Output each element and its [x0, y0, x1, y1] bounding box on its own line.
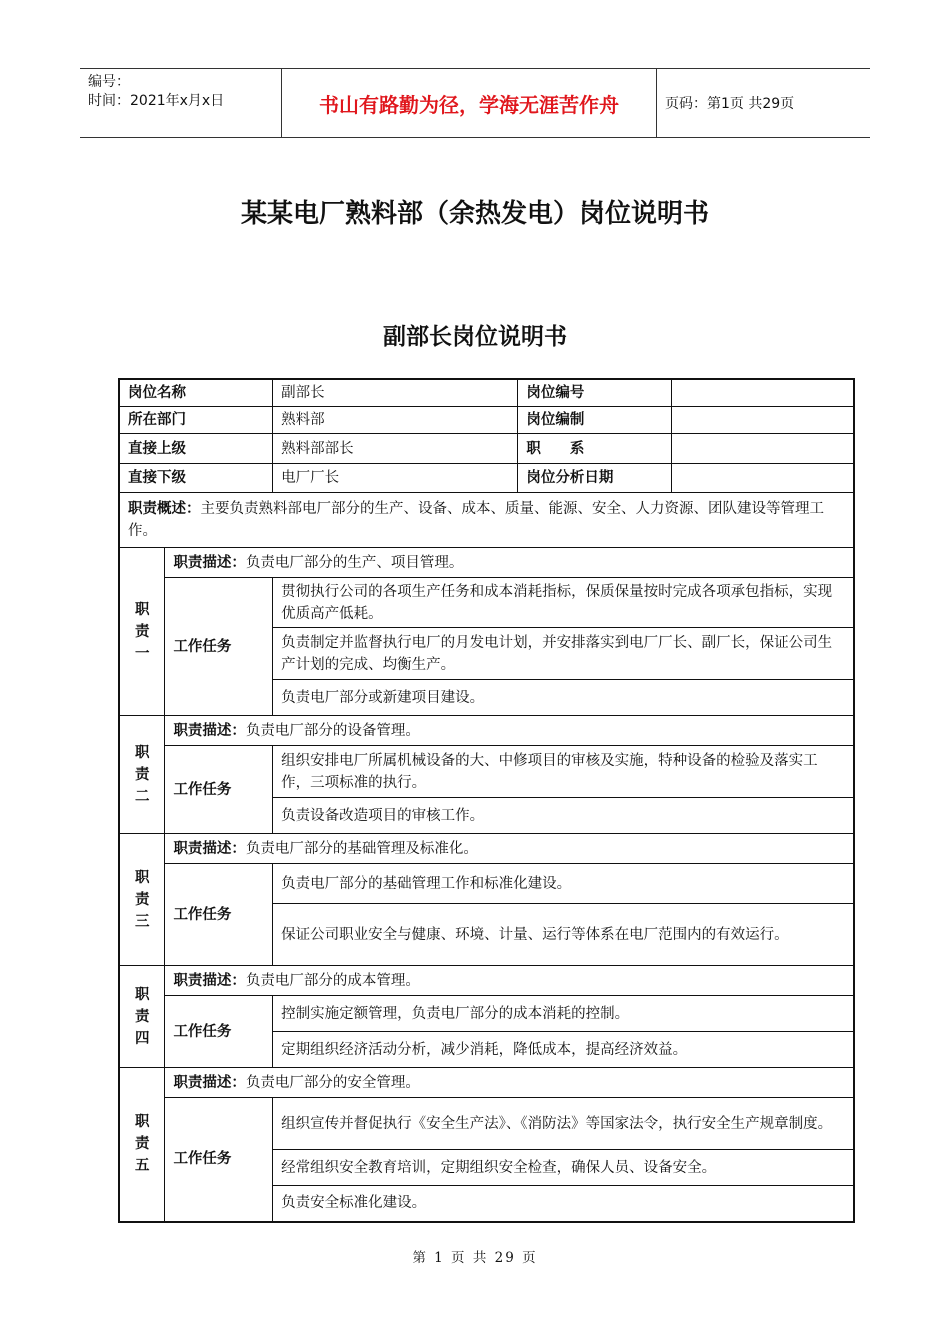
task-row	[119, 746, 854, 798]
task-label: 工作任务	[165, 578, 273, 716]
superior-label: 直接上级	[119, 434, 273, 464]
dept-value: 熟料部	[273, 407, 518, 434]
duty-desc: 职责描述：负责电厂部分的设备管理。	[165, 716, 854, 746]
task-item: 经常组织安全教育培训，定期组织安全检查，确保人员、设备安全。	[273, 1150, 854, 1186]
task-label: 工作任务	[165, 996, 273, 1068]
info-row	[119, 407, 854, 434]
task-item: 负责电厂部分或新建项目建设。	[273, 680, 854, 716]
duty-desc-row	[119, 966, 854, 996]
info-row	[119, 434, 854, 464]
duty-desc-row	[119, 716, 854, 746]
task-item: 贯彻执行公司的各项生产任务和成本消耗指标，保质保量按时完成各项承包指标，实现优质高产低耗。	[273, 578, 854, 628]
subordinate-label: 直接下级	[119, 464, 273, 493]
duty-desc-row	[119, 548, 854, 578]
duty-desc: 职责描述：负责电厂部分的安全管理。	[165, 1068, 854, 1098]
subordinate-value: 电厂厂长	[273, 464, 518, 493]
post-no-label: 岗位编号	[518, 379, 672, 407]
task-item: 负责电厂部分的基础管理工作和标准化建设。	[273, 864, 854, 904]
info-row	[119, 379, 854, 407]
staffing-label: 岗位编制	[518, 407, 672, 434]
superior-value: 熟料部部长	[273, 434, 518, 464]
task-item: 组织安排电厂所属机械设备的大、中修项目的审核及实施，特种设备的检验及落实工作，三项标准的执行。	[273, 746, 854, 798]
analysis-date-label: 岗位分析日期	[518, 464, 672, 493]
task-item: 定期组织经济活动分析，减少消耗，降低成本，提高经济效益。	[273, 1032, 854, 1068]
dept-label: 所在部门	[119, 407, 273, 434]
job-description-table	[118, 378, 855, 1223]
task-item: 负责安全标准化建设。	[273, 1186, 854, 1222]
rank-label: 职 系	[518, 434, 672, 464]
task-item: 保证公司职业安全与健康、环境、计量、运行等体系在电厂范围内的有效运行。	[273, 904, 854, 966]
page-footer: 第 1 页 共 29 页	[412, 1250, 538, 1266]
task-item: 负责设备改造项目的审核工作。	[273, 798, 854, 834]
post-no-value	[672, 379, 854, 407]
duty-heading: 职 责 三	[119, 834, 165, 966]
page-header	[80, 68, 870, 138]
task-label: 工作任务	[165, 864, 273, 966]
summary-text: 主要负责熟料部电厂部分的生产、设备、成本、质量、能源、安全、人力资源、团队建设等管理工作。	[128, 501, 824, 539]
task-label: 工作任务	[165, 746, 273, 834]
task-label: 工作任务	[165, 1098, 273, 1222]
duty-desc: 职责描述：负责电厂部分的生产、项目管理。	[165, 548, 854, 578]
duty-desc-row	[119, 834, 854, 864]
task-item: 负责制定并监督执行电厂的月发电计划，并安排落实到电厂厂长、副厂长，保证公司生产计划的完成、均衡生产。	[273, 628, 854, 680]
duty-heading: 职 责 一	[119, 548, 165, 716]
document-subtitle: 副部长岗位说明书	[383, 324, 567, 350]
task-item: 组织宣传并督促执行《安全生产法》、《消防法》等国家法令，执行安全生产规章制度。	[273, 1098, 854, 1150]
document-title: 某某电厂熟料部（余热发电）岗位说明书	[240, 199, 709, 229]
post-name-label: 岗位名称	[119, 379, 273, 407]
header-motto: 书山有路勤为径，学海无涯苦作舟	[281, 69, 657, 137]
staffing-value	[672, 407, 854, 434]
summary-label: 职责概述：	[128, 501, 201, 517]
rank-value	[672, 434, 854, 464]
info-row	[119, 464, 854, 493]
header-meta	[88, 73, 283, 111]
task-row	[119, 1098, 854, 1150]
code-label: 编号：	[88, 74, 130, 90]
summary-cell	[119, 493, 854, 548]
task-row	[119, 578, 854, 628]
duty-desc-row	[119, 1068, 854, 1098]
duty-heading: 职 责 二	[119, 716, 165, 834]
task-row	[119, 996, 854, 1032]
task-row	[119, 864, 854, 904]
post-name-value: 副部长	[273, 379, 518, 407]
header-page-label: 页码：第1页 共29页	[665, 96, 795, 112]
task-item: 控制实施定额管理，负责电厂部分的成本消耗的控制。	[273, 996, 854, 1032]
duty-heading: 职 责 五	[119, 1068, 165, 1222]
duty-desc: 职责描述：负责电厂部分的成本管理。	[165, 966, 854, 996]
analysis-date-value	[672, 464, 854, 493]
duty-desc: 职责描述：负责电厂部分的基础管理及标准化。	[165, 834, 854, 864]
summary-row	[119, 493, 854, 548]
duty-heading: 职 责 四	[119, 966, 165, 1068]
time-label: 时间：2021年x月x日	[88, 93, 225, 109]
